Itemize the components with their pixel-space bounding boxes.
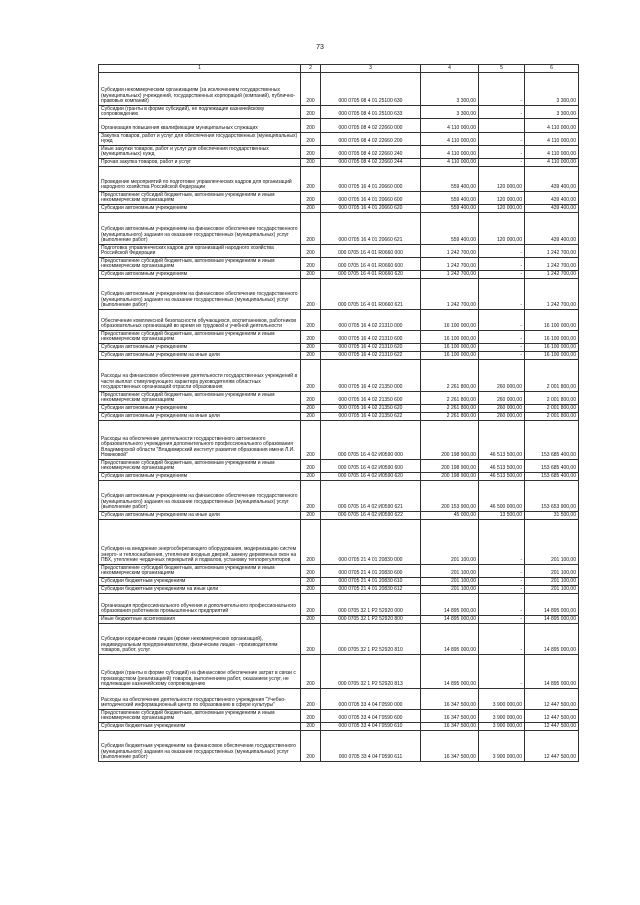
row-value-total: 3 300,00 xyxy=(525,106,579,119)
row-name: Субсидии автономным учреждениям на иные цели xyxy=(99,352,301,360)
row-kbk: 000 0705 16 4 02 И0590 600 xyxy=(321,460,421,473)
row-code: 200 xyxy=(301,392,321,405)
row-name: Субсидии автономным учреждениям xyxy=(99,473,301,481)
row-code: 200 xyxy=(301,616,321,624)
row-kbk: 000 0705 16 4 02 И0590 620 xyxy=(321,473,421,481)
table-row xyxy=(99,565,579,578)
row-value-change: - xyxy=(479,146,525,159)
row-value-approved: 559 400,00 xyxy=(421,167,479,192)
budget-table xyxy=(98,64,579,762)
row-value-approved: 200 198 900,00 xyxy=(421,421,479,460)
row-value-total: 2 001 800,00 xyxy=(525,405,579,413)
row-value-change: - xyxy=(479,133,525,146)
row-value-approved: 14 895 000,00 xyxy=(421,624,479,655)
row-value-change: - xyxy=(479,159,525,167)
row-value-change: - xyxy=(479,352,525,360)
row-value-approved: 2 261 800,00 xyxy=(421,405,479,413)
row-name: Субсидии бюджетным учреждениям xyxy=(99,723,301,731)
row-name: Субсидии автономным учреждениям xyxy=(99,271,301,279)
row-value-total: 1 242 700,00 xyxy=(525,258,579,271)
row-value-approved: 4 110 000,00 xyxy=(421,119,479,133)
row-code: 200 xyxy=(301,578,321,586)
row-value-change: 46 513 500,00 xyxy=(479,473,525,481)
row-code: 200 xyxy=(301,624,321,655)
row-value-change: - xyxy=(479,331,525,344)
row-value-approved: 201 100,00 xyxy=(421,578,479,586)
table-row xyxy=(99,167,579,192)
table-row xyxy=(99,520,579,565)
header-cell: 5 xyxy=(479,65,525,73)
row-value-approved: 1 242 700,00 xyxy=(421,279,479,310)
row-kbk: 000 0705 16 4 02 21350 000 xyxy=(321,360,421,392)
row-kbk: 000 0705 16 4 02 21350 622 xyxy=(321,413,421,421)
row-value-total: 439 400,00 xyxy=(525,192,579,205)
table-row xyxy=(99,192,579,205)
row-name: Субсидии некоммерческим организациям (за исключением государственных (муниципальных) учреждений, государственных корпораций (компаний), публично-правовых компаний) xyxy=(99,73,301,106)
table-row xyxy=(99,360,579,392)
row-name: Субсидии (гранты в форме субсидий) на финансовое обеспечение затрат в связи с производством (реализацией) товаров, выполнением работ, оказанием услуг, не подлежащие казначейскому сопровождению xyxy=(99,655,301,689)
table-row xyxy=(99,723,579,731)
row-value-change: 120 000,00 xyxy=(479,167,525,192)
row-value-change: 120 000,00 xyxy=(479,205,525,213)
row-name: Субсидии бюджетным учреждениям xyxy=(99,578,301,586)
row-name: Предоставление субсидий бюджетным, автономным учреждениям и иным некоммерческим организациям xyxy=(99,565,301,578)
table-row xyxy=(99,279,579,310)
row-name: Субсидии юридическим лицам (кроме некоммерческих организаций), индивидуальным предпринимателям, физическим лицам - производителям товаров, работ, услуг xyxy=(99,624,301,655)
table-row xyxy=(99,586,579,594)
row-value-approved: 16 347 500,00 xyxy=(421,710,479,723)
row-value-approved: 16 100 000,00 xyxy=(421,331,479,344)
row-code: 200 xyxy=(301,481,321,512)
row-value-approved: 2 261 800,00 xyxy=(421,360,479,392)
header-cell: 2 xyxy=(301,65,321,73)
row-code: 200 xyxy=(301,310,321,331)
row-kbk: 000 0705 33 4 04 Г0590 000 xyxy=(321,689,421,710)
row-name: Предоставление субсидий бюджетным, автономным учреждениям и иным некоммерческим организациям xyxy=(99,192,301,205)
row-value-change xyxy=(479,119,525,133)
row-value-total: 153 685 400,00 xyxy=(525,460,579,473)
row-name: Субсидии автономным учреждениям на иные цели xyxy=(99,413,301,421)
table-row xyxy=(99,213,579,245)
row-value-change: - xyxy=(479,586,525,594)
row-name: Организация профессионального обучения и дополнительного профессионального образования работников промышленных предприятий xyxy=(99,594,301,616)
row-value-approved: 16 100 000,00 xyxy=(421,344,479,352)
row-value-change: 13 500,00 xyxy=(479,512,525,520)
row-name: Субсидии бюджетным учреждениям на финансовое обеспечение государственного (муниципального) задания на оказание государственных (муниципальных) услуг (выполнение работ) xyxy=(99,731,301,762)
row-value-approved: 200 198 900,00 xyxy=(421,473,479,481)
row-value-change: - xyxy=(479,578,525,586)
row-code: 200 xyxy=(301,106,321,119)
table-row xyxy=(99,481,579,512)
row-value-total: 1 242 700,00 xyxy=(525,279,579,310)
row-kbk: 000 0705 32 1 P2 52920 813 xyxy=(321,655,421,689)
row-code: 200 xyxy=(301,520,321,565)
row-kbk: 000 0705 16 4 02 21310 620 xyxy=(321,344,421,352)
row-value-approved: 14 895 000,00 xyxy=(421,616,479,624)
row-value-change: - xyxy=(479,279,525,310)
row-kbk: 000 0705 16 4 02 21350 620 xyxy=(321,405,421,413)
row-value-total: 201 100,00 xyxy=(525,586,579,594)
row-name: Субсидии автономным учреждениям на финансовое обеспечение государственного (муниципального) задания на оказание государственных (муниципальных) услуг (выполнение работ) xyxy=(99,481,301,512)
table-row xyxy=(99,655,579,689)
table-row xyxy=(99,119,579,133)
row-value-approved: 559 400,00 xyxy=(421,205,479,213)
row-value-total: 16 100 000,00 xyxy=(525,352,579,360)
row-value-approved: 4 110 000,00 xyxy=(421,159,479,167)
row-kbk: 000 0705 32 1 P2 52920 810 xyxy=(321,624,421,655)
row-code: 200 xyxy=(301,405,321,413)
row-kbk: 000 0705 08 4 01 25100 630 xyxy=(321,73,421,106)
row-code: 200 xyxy=(301,586,321,594)
row-value-total: 14 895 000,00 xyxy=(525,624,579,655)
row-value-approved: 559 400,00 xyxy=(421,192,479,205)
row-kbk: 000 0705 16 4 02 И0590 622 xyxy=(321,512,421,520)
row-name: Субсидии автономным учреждениям на иные цели xyxy=(99,512,301,520)
row-name: Иные закупки товаров, работ и услуг для обеспечения государственных (муниципальных) нужд xyxy=(99,146,301,159)
row-kbk: 000 0705 16 4 01 R0660 620 xyxy=(321,271,421,279)
row-value-approved: 3 300,00 xyxy=(421,106,479,119)
row-value-change: - xyxy=(479,565,525,578)
row-code: 200 xyxy=(301,594,321,616)
table-header-row xyxy=(99,65,579,73)
row-code: 200 xyxy=(301,710,321,723)
row-value-change: - xyxy=(479,344,525,352)
row-value-total: 4 110 000,00 xyxy=(525,119,579,133)
row-name: Предоставление субсидий бюджетным, автономным учреждениям и иным некоммерческим организациям xyxy=(99,710,301,723)
row-code: 200 xyxy=(301,344,321,352)
row-value-total: 16 100 000,00 xyxy=(525,331,579,344)
row-value-change: 3 900 000,00 xyxy=(479,689,525,710)
row-kbk: 000 0705 21 4 01 20830 600 xyxy=(321,565,421,578)
row-value-approved: 201 100,00 xyxy=(421,520,479,565)
row-value-change: 3 900 000,00 xyxy=(479,710,525,723)
row-value-change: - xyxy=(479,106,525,119)
table-row xyxy=(99,405,579,413)
row-value-total: 16 100 000,00 xyxy=(525,344,579,352)
table-row xyxy=(99,594,579,616)
row-name: Предоставление субсидий бюджетным, автономным учреждениям и иным некоммерческим организациям xyxy=(99,331,301,344)
row-value-change: 46 500 000,00 xyxy=(479,481,525,512)
row-kbk: 000 0705 32 1 P2 52920 800 xyxy=(321,616,421,624)
row-kbk: 000 0705 16 4 01 20660 000 xyxy=(321,167,421,192)
row-name: Предоставление субсидий бюджетным, автономным учреждениям и иным некоммерческим организациям xyxy=(99,392,301,405)
row-value-approved: 14 895 000,00 xyxy=(421,655,479,689)
table-row xyxy=(99,331,579,344)
row-value-change: - xyxy=(479,655,525,689)
table-row xyxy=(99,106,579,119)
row-value-approved: 559 400,00 xyxy=(421,213,479,245)
row-kbk: 000 0705 32 1 P2 52920 000 xyxy=(321,594,421,616)
row-value-approved: 4 110 000,00 xyxy=(421,146,479,159)
row-kbk: 000 0705 08 4 01 25100 633 xyxy=(321,106,421,119)
header-cell: 6 xyxy=(525,65,579,73)
row-name: Предоставление субсидий бюджетным, автономным учреждениям и иным некоммерческим организациям xyxy=(99,258,301,271)
row-value-approved: 16 100 000,00 xyxy=(421,352,479,360)
row-name: Субсидии (гранты в форме субсидий), не подлежащие казначейскому сопровождению xyxy=(99,106,301,119)
row-value-total: 16 100 000,00 xyxy=(525,310,579,331)
row-code: 200 xyxy=(301,167,321,192)
row-code: 200 xyxy=(301,473,321,481)
row-name: Проведение мероприятий по подготовке управленческих кадров для организаций народного хозяйства Российской Федерации xyxy=(99,167,301,192)
row-value-total: 2 001 800,00 xyxy=(525,360,579,392)
row-value-approved: 2 261 800,00 xyxy=(421,413,479,421)
table-row xyxy=(99,392,579,405)
row-name: Субсидии автономным учреждениям на финансовое обеспечение государственного (муниципального) задания на оказание государственных (муниципальных) услуг (выполнение работ) xyxy=(99,213,301,245)
row-value-total: 4 110 000,00 xyxy=(525,159,579,167)
table-row xyxy=(99,616,579,624)
row-kbk: 000 0705 16 4 01 20660 620 xyxy=(321,205,421,213)
row-value-total: 153 685 400,00 xyxy=(525,473,579,481)
row-value-approved: 16 347 500,00 xyxy=(421,723,479,731)
page-number: 73 xyxy=(316,44,324,51)
row-code: 200 xyxy=(301,352,321,360)
row-value-change: - xyxy=(479,271,525,279)
row-name: Организация повышения квалификации муниципальных служащих xyxy=(99,119,301,133)
row-code: 200 xyxy=(301,119,321,133)
row-code: 200 xyxy=(301,421,321,460)
row-value-approved: 16 347 500,00 xyxy=(421,731,479,762)
row-kbk: 000 0705 16 4 02 21310 600 xyxy=(321,331,421,344)
row-code: 200 xyxy=(301,460,321,473)
row-name: Подготовка управленческих кадров для организаций народного хозяйства Российской Федерации xyxy=(99,245,301,258)
row-kbk: 000 0705 16 4 02 И0590 621 xyxy=(321,481,421,512)
row-value-approved: 14 895 000,00 xyxy=(421,594,479,616)
row-kbk: 000 0705 21 4 01 20830 612 xyxy=(321,586,421,594)
header-cell: 3 xyxy=(321,65,421,73)
row-value-total: 1 242 700,00 xyxy=(525,245,579,258)
row-code: 200 xyxy=(301,192,321,205)
row-name: Обеспечение комплексной безопасности обучающихся, воспитанников, работников образовательных организаций во время их трудовой и учебной деятельности xyxy=(99,310,301,331)
row-value-approved: 1 242 700,00 xyxy=(421,271,479,279)
table-row xyxy=(99,710,579,723)
row-kbk: 000 0705 21 4 01 20830 610 xyxy=(321,578,421,586)
row-value-approved: 201 100,00 xyxy=(421,586,479,594)
row-value-total: 2 001 800,00 xyxy=(525,413,579,421)
table-row xyxy=(99,73,579,106)
row-name: Расходы на обеспечение деятельности государственного автономного образовательного учреждения дополнительного профессионального образования Владимирской области "Владимирский институт развития образования имени Л.И. Новиковой" xyxy=(99,421,301,460)
table-row xyxy=(99,205,579,213)
row-value-approved: 16 100 000,00 xyxy=(421,310,479,331)
row-name: Субсидии автономным учреждениям xyxy=(99,344,301,352)
row-code: 200 xyxy=(301,146,321,159)
table-row xyxy=(99,344,579,352)
row-value-total: 12 447 500,00 xyxy=(525,710,579,723)
row-code: 200 xyxy=(301,731,321,762)
row-kbk: 000 0705 08 4 02 22660 200 xyxy=(321,133,421,146)
row-value-total: 439 400,00 xyxy=(525,167,579,192)
row-code: 200 xyxy=(301,258,321,271)
table-row xyxy=(99,421,579,460)
row-kbk: 000 0705 16 4 01 20660 600 xyxy=(321,192,421,205)
table-row xyxy=(99,271,579,279)
row-value-approved: 4 110 000,00 xyxy=(421,133,479,146)
row-name: Субсидии автономным учреждениям xyxy=(99,205,301,213)
row-kbk: 000 0705 16 4 02 21310 000 xyxy=(321,310,421,331)
row-value-total: 2 001 800,00 xyxy=(525,392,579,405)
table-row xyxy=(99,578,579,586)
row-value-change: - xyxy=(479,258,525,271)
row-value-approved: 201 100,00 xyxy=(421,565,479,578)
table-row xyxy=(99,460,579,473)
row-value-change: 46 513 500,00 xyxy=(479,421,525,460)
table-row xyxy=(99,473,579,481)
row-name: Расходы на обеспечение деятельности государственного учреждения "Учебно-методический информационный центр по образованию в сфере культуры" xyxy=(99,689,301,710)
row-kbk: 000 0705 16 4 02 И0590 000 xyxy=(321,421,421,460)
row-value-total: 153 685 400,00 xyxy=(525,421,579,460)
row-value-approved: 3 300,00 xyxy=(421,73,479,106)
row-code: 200 xyxy=(301,360,321,392)
row-value-approved: 1 242 700,00 xyxy=(421,258,479,271)
row-value-total: 31 500,00 xyxy=(525,512,579,520)
row-kbk: 000 0705 16 4 02 21350 600 xyxy=(321,392,421,405)
row-name: Иные бюджетные ассигнования xyxy=(99,616,301,624)
row-code: 200 xyxy=(301,723,321,731)
row-value-change: - xyxy=(479,310,525,331)
row-kbk: 000 0705 16 4 01 R0660 600 xyxy=(321,258,421,271)
row-name: Предоставление субсидий бюджетным, автономным учреждениям и иным некоммерческим организациям xyxy=(99,460,301,473)
row-value-total: 12 447 500,00 xyxy=(525,723,579,731)
row-code: 200 xyxy=(301,279,321,310)
row-value-total: 4 110 000,00 xyxy=(525,133,579,146)
row-value-approved: 200 153 900,00 xyxy=(421,481,479,512)
row-value-change: 120 000,00 xyxy=(479,213,525,245)
row-code: 200 xyxy=(301,271,321,279)
table-row xyxy=(99,413,579,421)
row-kbk: 000 0705 16 4 02 21310 622 xyxy=(321,352,421,360)
row-value-total: 153 653 900,00 xyxy=(525,481,579,512)
row-code: 200 xyxy=(301,159,321,167)
row-value-total: 12 447 500,00 xyxy=(525,731,579,762)
row-code: 200 xyxy=(301,213,321,245)
row-code: 200 xyxy=(301,655,321,689)
row-kbk: 000 0705 08 4 02 22660 244 xyxy=(321,159,421,167)
row-value-change: - xyxy=(479,520,525,565)
row-name: Субсидии бюджетным учреждениям на иные цели xyxy=(99,586,301,594)
row-kbk: 000 0705 16 4 01 R0660 000 xyxy=(321,245,421,258)
row-value-total: 12 447 500,00 xyxy=(525,689,579,710)
row-value-change: 3 900 000,00 xyxy=(479,723,525,731)
row-value-total: 14 895 000,00 xyxy=(525,655,579,689)
table-row xyxy=(99,512,579,520)
row-value-change: - xyxy=(479,616,525,624)
table-row xyxy=(99,624,579,655)
row-name: Расходы на финансовое обеспечение деятельности государственных учреждений в части выплат стимулирующего характера руководителям областных государственных организаций отрасли образования xyxy=(99,360,301,392)
row-value-change: 260 000,00 xyxy=(479,405,525,413)
row-kbk: 000 0705 08 4 02 22660 000 xyxy=(321,119,421,133)
row-name: Закупка товаров, работ и услуг для обеспечения государственных (муниципальных) нужд xyxy=(99,133,301,146)
row-kbk: 000 0705 21 4 01 20830 000 xyxy=(321,520,421,565)
row-value-total: 201 100,00 xyxy=(525,565,579,578)
row-value-total: 14 895 000,00 xyxy=(525,616,579,624)
row-code: 200 xyxy=(301,205,321,213)
row-value-total: 439 400,00 xyxy=(525,205,579,213)
row-value-approved: 45 000,00 xyxy=(421,512,479,520)
table-row xyxy=(99,245,579,258)
row-code: 200 xyxy=(301,331,321,344)
row-name: Прочая закупка товаров, работ и услуг xyxy=(99,159,301,167)
row-code: 200 xyxy=(301,413,321,421)
row-value-total: 439 400,00 xyxy=(525,213,579,245)
row-value-total: 14 895 000,00 xyxy=(525,594,579,616)
row-value-approved: 200 198 900,00 xyxy=(421,460,479,473)
row-value-change: 46 513 500,00 xyxy=(479,460,525,473)
row-value-change: 120 000,00 xyxy=(479,192,525,205)
row-name: Субсидии автономным учреждениям на финансовое обеспечение государственного (муниципального) задания на оказание государственных (муниципальных) услуг (выполнение работ) xyxy=(99,279,301,310)
row-value-change: 260 000,00 xyxy=(479,392,525,405)
row-value-approved: 16 347 500,00 xyxy=(421,689,479,710)
row-value-change: - xyxy=(479,594,525,616)
row-value-change: - xyxy=(479,245,525,258)
row-kbk: 000 0705 16 4 01 20660 621 xyxy=(321,213,421,245)
table-row xyxy=(99,146,579,159)
table-row xyxy=(99,310,579,331)
row-kbk: 000 0705 33 4 04 Г0590 600 xyxy=(321,710,421,723)
row-name: Субсидии автономным учреждениям xyxy=(99,405,301,413)
row-code: 200 xyxy=(301,133,321,146)
row-value-change: 3 900 000,00 xyxy=(479,731,525,762)
table-row xyxy=(99,352,579,360)
row-kbk: 000 0705 16 4 01 R0660 621 xyxy=(321,279,421,310)
row-kbk: 000 0705 33 4 04 Г0590 611 xyxy=(321,731,421,762)
row-value-approved: 1 242 700,00 xyxy=(421,245,479,258)
row-code: 200 xyxy=(301,512,321,520)
row-value-total: 4 110 000,00 xyxy=(525,146,579,159)
header-cell: 1 xyxy=(99,65,301,73)
row-kbk: 000 0705 33 4 04 Г0590 610 xyxy=(321,723,421,731)
row-value-change: - xyxy=(479,624,525,655)
table-row xyxy=(99,159,579,167)
row-value-total: 3 300,00 xyxy=(525,73,579,106)
row-value-total: 201 100,00 xyxy=(525,578,579,586)
row-code: 200 xyxy=(301,565,321,578)
table-row xyxy=(99,731,579,762)
row-code: 200 xyxy=(301,245,321,258)
row-value-change: 260 000,00 xyxy=(479,360,525,392)
row-value-approved: 2 261 800,00 xyxy=(421,392,479,405)
row-value-total: 201 100,00 xyxy=(525,520,579,565)
row-kbk: 000 0705 08 4 02 22660 240 xyxy=(321,146,421,159)
header-cell: 4 xyxy=(421,65,479,73)
table-row xyxy=(99,258,579,271)
row-name: Субсидии на внедрение энергосберегающего оборудования, модернизацию систем энерго- и теплоснабжения, утепление входных дверей, замену деревянных окон на ПВХ, утепление чердачных перекрытий и подвалов, установку теплорегуляторов xyxy=(99,520,301,565)
table-row xyxy=(99,689,579,710)
row-value-total: 1 242 700,00 xyxy=(525,271,579,279)
row-code: 200 xyxy=(301,73,321,106)
row-code: 200 xyxy=(301,689,321,710)
table-row xyxy=(99,133,579,146)
row-value-change: 260 000,00 xyxy=(479,413,525,421)
row-value-change: - xyxy=(479,73,525,106)
